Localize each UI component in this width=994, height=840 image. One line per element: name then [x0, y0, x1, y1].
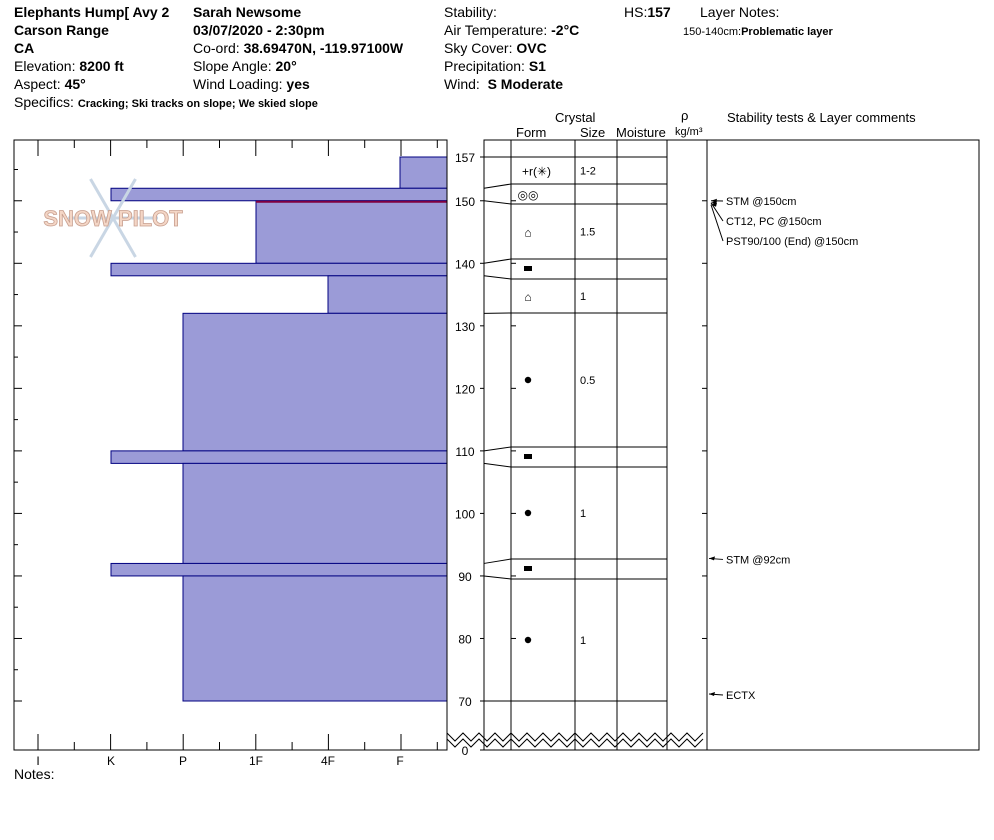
hardness-scale-label: 1F: [248, 754, 264, 768]
hardness-layer-bar: [183, 313, 447, 451]
crystal-size: 1-2: [580, 165, 596, 178]
depth-tick-label: 150: [454, 194, 476, 209]
coord-value: 38.69470N, -119.97100W: [243, 40, 404, 56]
hardness-layer-bar: [328, 276, 447, 314]
test-pointer-line: [711, 203, 723, 221]
crystal-form-symbol: +r(✳): [522, 164, 552, 179]
datetime: 03/07/2020 - 2:30pm: [193, 22, 325, 38]
depth-tick-label: 90: [458, 569, 472, 584]
sky-value: OVC: [516, 40, 547, 56]
hardness-layer-bar: [111, 451, 447, 464]
depth-tick-label: 100: [454, 507, 476, 522]
specifics-value: Cracking; Ski tracks on slope; We skied slope: [77, 98, 318, 110]
wind-label: Wind:: [444, 76, 480, 92]
crystal-form-symbol: ◎◎: [517, 188, 539, 202]
crystal-form-symbol: ⌂: [524, 290, 532, 304]
location-name: Elephants Hump[ Avy 2: [14, 4, 170, 20]
hardness-layer-bar: [183, 463, 447, 563]
layer-connector-line: [484, 184, 511, 188]
depth-tick-label: 80: [458, 632, 472, 647]
depth-tick-label: 140: [454, 257, 476, 272]
stability-test-label: STM @92cm: [726, 554, 791, 567]
aspect-value: 45°: [64, 76, 86, 92]
stability-test-label: STM @150cm: [726, 196, 797, 208]
crystal-form-symbol: [524, 266, 532, 271]
state-name: CA: [14, 40, 35, 56]
layer-connector-line: [484, 576, 511, 579]
layer-connector-line: [484, 276, 511, 279]
depth-tick-label: 0: [461, 744, 469, 758]
crystal-form-symbol: [524, 566, 532, 571]
density-unit-header: kg/m³: [675, 126, 703, 138]
layer-notes-title: Layer Notes:: [700, 4, 780, 20]
notes-label: Notes:: [14, 766, 55, 782]
hardness-scale-label: P: [178, 754, 188, 768]
layer-note-text: Problematic layer: [741, 26, 833, 38]
stability-comments-header: Stability tests & Layer comments: [727, 110, 916, 125]
air-temp-value: -2°C: [551, 22, 580, 38]
stability-test-label: ECTX: [726, 690, 756, 702]
moisture-header: Moisture: [616, 125, 666, 140]
crystal-header: Crystal: [555, 110, 596, 125]
stability-test-label: PST90/100 (End) @150cm: [726, 236, 859, 248]
depth-tick-label: 120: [454, 382, 476, 397]
slope-label: Slope Angle:: [193, 58, 272, 74]
wind-loading-label: Wind Loading:: [193, 76, 283, 92]
depth-tick-label: 70: [458, 695, 472, 709]
layer-connector-line: [484, 559, 511, 563]
slope-value: 20°: [275, 58, 297, 74]
hardness-layer-bar: [111, 188, 447, 201]
hardness-scale-label: F: [396, 754, 404, 768]
precip-value: S1: [528, 58, 546, 74]
crystal-form-symbol: [525, 377, 531, 383]
crystal-size: 1: [580, 635, 587, 647]
depth-tick-label: 130: [454, 319, 476, 334]
crystal-form-symbol: [525, 510, 531, 516]
crystal-form-symbol: [524, 454, 532, 459]
test-arrow-head: [709, 692, 715, 696]
layer-connector-line: [484, 201, 511, 204]
hardness-scale-label: 4F: [320, 754, 336, 768]
rho-header: ρ: [681, 108, 689, 123]
crystal-table-frame: [484, 140, 979, 750]
form-header: Form: [516, 125, 547, 140]
layer-note-range: 150-140cm:: [683, 26, 742, 38]
air-temp-label: Air Temperature:: [444, 22, 548, 38]
hardness-layer-bar: [400, 157, 447, 188]
aspect-label: Aspect:: [14, 76, 61, 92]
hardness-layer-bar: [256, 201, 447, 264]
coord-label: Co-ord:: [193, 40, 240, 56]
crystal-form-symbol: [525, 637, 531, 643]
hardness-scale-label: I: [36, 754, 40, 768]
layer-connector-line: [484, 463, 511, 467]
elevation-value: 8200 ft: [79, 58, 124, 74]
hs-value: 157: [647, 4, 671, 20]
wind-value: S Moderate: [487, 76, 564, 92]
depth-tick-label: 110: [455, 444, 475, 459]
hardness-layer-bar: [183, 576, 447, 701]
hardness-layer-bar: [111, 263, 447, 276]
crystal-size: 1.5: [580, 226, 596, 239]
observer: Sarah Newsome: [193, 4, 302, 20]
test-pointer-line: [711, 205, 723, 241]
size-header: Size: [580, 125, 606, 140]
stability: Stability:: [444, 4, 497, 20]
logo-text: SNOW PILOT: [43, 206, 183, 231]
stability-test-label: CT12, PC @150cm: [726, 216, 822, 228]
hs-label: HS:: [624, 4, 648, 20]
hardness-scale-label: K: [106, 754, 116, 768]
crystal-form-symbol: ⌂: [524, 225, 532, 240]
hardness-layer-bar: [111, 563, 447, 576]
sky-label: Sky Cover:: [444, 40, 513, 56]
crystal-size: 1: [580, 508, 587, 520]
test-arrow-head: [709, 556, 715, 560]
specifics-label: Specifics:: [14, 94, 74, 110]
depth-tick-label: 157: [454, 151, 476, 165]
crystal-size: 1: [580, 291, 587, 303]
layer-connector-line: [484, 259, 511, 263]
wind-loading-value: yes: [286, 76, 310, 92]
elevation-label: Elevation:: [14, 58, 76, 74]
precip-label: Precipitation:: [444, 58, 525, 74]
crystal-size: 0.5: [580, 375, 596, 387]
range-name: Carson Range: [14, 22, 109, 38]
layer-connector-line: [484, 447, 511, 451]
